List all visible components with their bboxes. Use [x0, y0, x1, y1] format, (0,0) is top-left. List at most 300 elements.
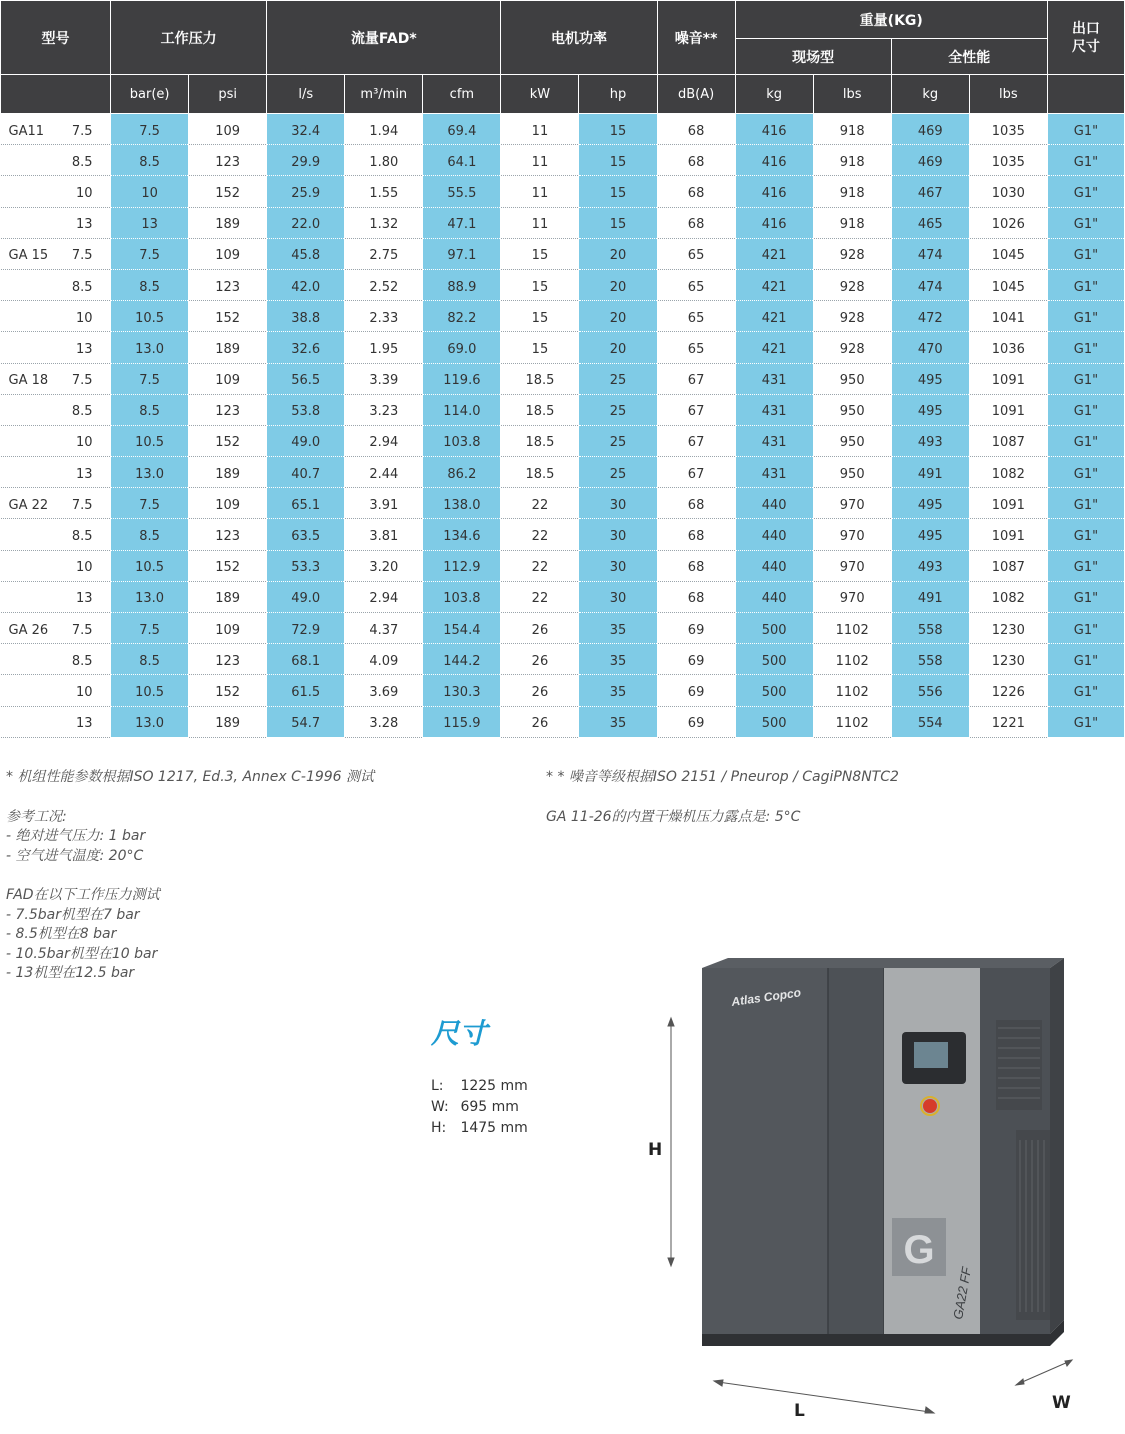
model-bar: 8.5	[71, 404, 93, 420]
table-cell: 416	[735, 207, 813, 238]
table-cell: 20	[579, 332, 657, 363]
cell-model	[1, 332, 111, 363]
cell-model	[1, 114, 111, 145]
table-cell: G1"	[1047, 238, 1124, 269]
table-cell: 8.5	[111, 644, 189, 675]
unit-ls: l/s	[267, 75, 345, 114]
table-cell: 8.5	[111, 145, 189, 176]
table-cell: G1"	[1047, 581, 1124, 612]
table-cell: 950	[813, 425, 891, 456]
table-cell: 11	[501, 114, 579, 145]
table-cell: 3.39	[345, 363, 423, 394]
table-cell: 13.0	[111, 457, 189, 488]
table-cell: 416	[735, 176, 813, 207]
table-cell: 47.1	[423, 207, 501, 238]
table-cell: 2.75	[345, 238, 423, 269]
table-cell: 11	[501, 176, 579, 207]
table-cell: 15	[579, 176, 657, 207]
table-cell: 22	[501, 488, 579, 519]
unit-dba: dB(A)	[657, 75, 735, 114]
table-cell: 421	[735, 332, 813, 363]
table-cell: 3.91	[345, 488, 423, 519]
table-cell: 13.0	[111, 581, 189, 612]
note-fad-2: - 8.5机型在8 bar	[6, 926, 117, 942]
cell-model	[1, 644, 111, 675]
table-cell: 15	[501, 269, 579, 300]
table-cell: 8.5	[111, 394, 189, 425]
table-cell: 32.4	[267, 114, 345, 145]
table-cell: 69.4	[423, 114, 501, 145]
table-cell: 18.5	[501, 457, 579, 488]
table-cell: 1226	[969, 675, 1047, 706]
table-cell: 45.8	[267, 238, 345, 269]
table-cell: 152	[189, 550, 267, 581]
table-row	[1, 238, 1125, 269]
model-bar: 7.5	[71, 123, 93, 139]
table-cell: 119.6	[423, 363, 501, 394]
table-cell: 500	[735, 706, 813, 737]
model-bar: 13	[75, 591, 93, 607]
table-cell: 53.3	[267, 550, 345, 581]
table-cell: 82.2	[423, 301, 501, 332]
table-cell: 15	[579, 145, 657, 176]
cell-model	[1, 550, 111, 581]
table-cell: 1035	[969, 114, 1047, 145]
unit-kg-site: kg	[735, 75, 813, 114]
model-bar: 8.5	[71, 154, 93, 170]
table-cell: 22.0	[267, 207, 345, 238]
table-cell: 1102	[813, 613, 891, 644]
table-cell: 88.9	[423, 269, 501, 300]
table-cell: 30	[579, 488, 657, 519]
table-cell: 1102	[813, 706, 891, 737]
model-name: GA 26	[8, 622, 49, 638]
table-cell: 65	[657, 238, 735, 269]
table-cell: 554	[891, 706, 969, 737]
table-cell: 1230	[969, 613, 1047, 644]
model-bar: 8.5	[71, 529, 93, 545]
table-cell: 1087	[969, 425, 1047, 456]
model-bar: 13	[75, 217, 93, 233]
length-arrow	[714, 1380, 934, 1413]
table-cell: G1"	[1047, 269, 1124, 300]
g-badge-letter: G	[903, 1228, 935, 1272]
table-cell: 3.20	[345, 550, 423, 581]
table-cell: 35	[579, 706, 657, 737]
table-cell: 4.37	[345, 613, 423, 644]
table-cell: 109	[189, 613, 267, 644]
table-cell: 3.81	[345, 519, 423, 550]
table-row	[1, 145, 1125, 176]
table-cell: 440	[735, 488, 813, 519]
note-noise: * * 噪音等级根据ISO 2151 / Pneurop / CagiPN8NTC2	[546, 769, 899, 785]
dim-width	[431, 1097, 528, 1118]
table-cell: 431	[735, 363, 813, 394]
table-cell: 10.5	[111, 550, 189, 581]
table-cell: 1.94	[345, 114, 423, 145]
table-cell: 112.9	[423, 550, 501, 581]
header-weight: 重量(KG)	[735, 1, 1047, 39]
table-row	[1, 457, 1125, 488]
table-cell: 495	[891, 488, 969, 519]
table-cell: 440	[735, 519, 813, 550]
header-fad: 流量FAD*	[267, 1, 501, 75]
table-row	[1, 425, 1125, 456]
table-cell: 55.5	[423, 176, 501, 207]
table-cell: 1041	[969, 301, 1047, 332]
cell-model	[1, 706, 111, 737]
header-weight-full: 全性能	[891, 39, 1047, 75]
table-cell: 49.0	[267, 425, 345, 456]
cell-model	[1, 176, 111, 207]
header-pressure: 工作压力	[111, 1, 267, 75]
model-name: GA 18	[8, 373, 49, 389]
table-cell: 68	[657, 581, 735, 612]
note-dryer: GA 11-26的内置干燥机压力露点是: 5°C	[546, 808, 801, 825]
dim-width-value: 695 mm	[460, 1099, 519, 1115]
unit-lbs-site: lbs	[813, 75, 891, 114]
table-cell: 3.23	[345, 394, 423, 425]
table-cell: 123	[189, 644, 267, 675]
table-cell: G1"	[1047, 550, 1124, 581]
table-row	[1, 550, 1125, 581]
width-arrow	[1016, 1360, 1072, 1385]
note-ref-title: 参考工况:	[6, 808, 67, 825]
table-cell: 68	[657, 176, 735, 207]
table-cell: 970	[813, 488, 891, 519]
table-row	[1, 301, 1125, 332]
note-fad-3: - 10.5bar机型在10 bar	[6, 945, 158, 962]
table-cell: 68	[657, 519, 735, 550]
table-cell: 123	[189, 394, 267, 425]
unit-hp: hp	[579, 75, 657, 114]
table-cell: 918	[813, 145, 891, 176]
table-cell: 1030	[969, 176, 1047, 207]
table-cell: 103.8	[423, 581, 501, 612]
table-cell: 40.7	[267, 457, 345, 488]
table-row	[1, 114, 1125, 145]
table-cell: 20	[579, 238, 657, 269]
table-cell: 68.1	[267, 644, 345, 675]
table-cell: 18.5	[501, 363, 579, 394]
emergency-stop-icon	[923, 1099, 937, 1113]
table-cell: 26	[501, 675, 579, 706]
table-cell: G1"	[1047, 706, 1124, 737]
table-cell: 11	[501, 145, 579, 176]
table-cell: 470	[891, 332, 969, 363]
table-cell: 42.0	[267, 269, 345, 300]
axis-w-label: W	[1052, 1393, 1071, 1413]
table-cell: 25	[579, 363, 657, 394]
table-cell: 68	[657, 550, 735, 581]
table-cell: 15	[501, 238, 579, 269]
model-bar: 7.5	[71, 497, 93, 513]
table-cell: 26	[501, 644, 579, 675]
dim-length-value: 1225 mm	[460, 1078, 528, 1094]
model-name: GA 15	[8, 248, 49, 264]
table-cell: G1"	[1047, 519, 1124, 550]
table-cell: 1091	[969, 394, 1047, 425]
table-cell: G1"	[1047, 363, 1124, 394]
table-cell: 26	[501, 613, 579, 644]
table-cell: 10.5	[111, 675, 189, 706]
note-iso: * 机组性能参数根据ISO 1217, Ed.3, Annex C-1996 测试	[6, 769, 375, 785]
table-cell: 138.0	[423, 488, 501, 519]
cell-model	[1, 145, 111, 176]
table-cell: 15	[501, 301, 579, 332]
table-cell: G1"	[1047, 675, 1124, 706]
table-cell: 467	[891, 176, 969, 207]
table-cell: 154.4	[423, 613, 501, 644]
table-cell: 152	[189, 176, 267, 207]
table-cell: 970	[813, 550, 891, 581]
table-cell: 465	[891, 207, 969, 238]
table-cell: 1091	[969, 488, 1047, 519]
table-cell: 189	[189, 581, 267, 612]
table-cell: 15	[579, 114, 657, 145]
table-cell: 7.5	[111, 613, 189, 644]
table-cell: 1091	[969, 363, 1047, 394]
note-fad-4: - 13机型在12.5 bar	[6, 965, 135, 981]
table-cell: 30	[579, 519, 657, 550]
model-bar: 8.5	[71, 653, 93, 669]
table-cell: 69	[657, 613, 735, 644]
table-cell: 493	[891, 550, 969, 581]
table-cell: 500	[735, 613, 813, 644]
table-cell: 469	[891, 145, 969, 176]
table-cell: 69	[657, 706, 735, 737]
header-noise: 噪音**	[657, 1, 735, 75]
model-bar: 10	[75, 684, 93, 700]
compressor-left-door	[702, 968, 828, 1334]
dim-length	[431, 1076, 528, 1097]
unit-psi: psi	[189, 75, 267, 114]
cell-model	[1, 457, 111, 488]
table-cell: 416	[735, 114, 813, 145]
table-cell: 13.0	[111, 332, 189, 363]
dim-length-label: L:	[431, 1078, 444, 1094]
table-cell: 189	[189, 457, 267, 488]
table-cell: 2.44	[345, 457, 423, 488]
cell-model	[1, 394, 111, 425]
table-cell: 29.9	[267, 145, 345, 176]
table-cell: 421	[735, 301, 813, 332]
table-row	[1, 488, 1125, 519]
table-cell: 35	[579, 675, 657, 706]
table-cell: 72.9	[267, 613, 345, 644]
table-cell: 1091	[969, 519, 1047, 550]
table-cell: G1"	[1047, 332, 1124, 363]
table-cell: 189	[189, 706, 267, 737]
table-cell: 1230	[969, 644, 1047, 675]
table-cell: 918	[813, 207, 891, 238]
unit-lbs-full: lbs	[969, 75, 1047, 114]
table-cell: 1221	[969, 706, 1047, 737]
table-row	[1, 706, 1125, 737]
table-cell: 1045	[969, 238, 1047, 269]
table-cell: 20	[579, 269, 657, 300]
table-cell: 416	[735, 145, 813, 176]
table-cell: 30	[579, 550, 657, 581]
table-cell: 109	[189, 114, 267, 145]
table-cell: 491	[891, 581, 969, 612]
table-cell: 67	[657, 425, 735, 456]
table-row	[1, 675, 1125, 706]
model-bar: 7.5	[71, 373, 93, 389]
model-bar: 10	[75, 435, 93, 451]
table-cell: 115.9	[423, 706, 501, 737]
table-row	[1, 613, 1125, 644]
table-cell: 1102	[813, 675, 891, 706]
note-ref-1: - 绝对进气压力: 1 bar	[6, 828, 146, 844]
table-cell: 56.5	[267, 363, 345, 394]
table-cell: G1"	[1047, 488, 1124, 519]
model-bar: 13	[75, 341, 93, 357]
notes-left	[6, 768, 374, 984]
table-cell: 558	[891, 644, 969, 675]
table-cell: 69	[657, 644, 735, 675]
table-cell: 2.94	[345, 581, 423, 612]
table-cell: 25	[579, 425, 657, 456]
table-cell: 950	[813, 394, 891, 425]
table-cell: 68	[657, 488, 735, 519]
note-ref-2: - 空气进气温度: 20°C	[6, 847, 144, 864]
table-cell: 65.1	[267, 488, 345, 519]
table-cell: 918	[813, 176, 891, 207]
table-cell: 3.28	[345, 706, 423, 737]
table-cell: 493	[891, 425, 969, 456]
table-cell: 440	[735, 550, 813, 581]
table-cell: 68	[657, 207, 735, 238]
table-cell: 65	[657, 332, 735, 363]
header-weight-site: 现场型	[735, 39, 891, 75]
table-cell: 69	[657, 675, 735, 706]
table-cell: 1.95	[345, 332, 423, 363]
table-row	[1, 644, 1125, 675]
table-cell: 26	[501, 706, 579, 737]
note-fad-1: - 7.5bar机型在7 bar	[6, 906, 140, 923]
table-cell: 491	[891, 457, 969, 488]
dim-height	[431, 1118, 528, 1139]
table-cell: 25	[579, 457, 657, 488]
table-cell: 500	[735, 644, 813, 675]
table-cell: 65	[657, 301, 735, 332]
table-cell: 1026	[969, 207, 1047, 238]
model-bar: 10	[75, 185, 93, 201]
table-cell: 123	[189, 145, 267, 176]
table-cell: 20	[579, 301, 657, 332]
axis-h-label: H	[648, 1140, 663, 1160]
table-cell: 440	[735, 581, 813, 612]
table-cell: 15	[579, 207, 657, 238]
table-row	[1, 269, 1125, 300]
unit-m3min: m³/min	[345, 75, 423, 114]
table-cell: G1"	[1047, 394, 1124, 425]
table-cell: 7.5	[111, 238, 189, 269]
table-cell: 63.5	[267, 519, 345, 550]
header-outlet: 出口 尺寸	[1047, 1, 1124, 75]
compressor-middle-door	[828, 968, 884, 1334]
table-cell: 10.5	[111, 301, 189, 332]
table-cell: G1"	[1047, 114, 1124, 145]
table-row	[1, 176, 1125, 207]
table-cell: 1.80	[345, 145, 423, 176]
model-bar: 7.5	[71, 622, 93, 638]
table-row	[1, 581, 1125, 612]
header-unit-blank	[1, 75, 111, 114]
table-cell: 474	[891, 238, 969, 269]
brand-logo: Atlas Copco	[730, 985, 802, 1009]
table-cell: 1082	[969, 457, 1047, 488]
dim-height-label: H:	[431, 1120, 447, 1136]
note-fad-title: FAD在以下工作压力测试	[6, 887, 160, 903]
model-name: GA11	[8, 123, 45, 139]
unit-bar: bar(e)	[111, 75, 189, 114]
table-cell: 53.8	[267, 394, 345, 425]
table-cell: 134.6	[423, 519, 501, 550]
table-cell: 4.09	[345, 644, 423, 675]
unit-outlet-blank	[1047, 75, 1124, 114]
table-cell: 558	[891, 613, 969, 644]
table-cell: 1035	[969, 145, 1047, 176]
table-cell: 469	[891, 114, 969, 145]
table-cell: 1087	[969, 550, 1047, 581]
table-cell: 431	[735, 394, 813, 425]
height-arrow	[668, 1018, 674, 1266]
table-cell: 54.7	[267, 706, 345, 737]
header-motor: 电机功率	[501, 1, 657, 75]
table-cell: 123	[189, 269, 267, 300]
table-cell: 556	[891, 675, 969, 706]
cell-model	[1, 269, 111, 300]
table-cell: 86.2	[423, 457, 501, 488]
table-cell: 1.55	[345, 176, 423, 207]
table-cell: 918	[813, 114, 891, 145]
cell-model	[1, 425, 111, 456]
table-cell: 1036	[969, 332, 1047, 363]
table-cell: 2.94	[345, 425, 423, 456]
table-cell: 109	[189, 363, 267, 394]
table-cell: 928	[813, 269, 891, 300]
table-cell: 431	[735, 457, 813, 488]
dim-width-label: W:	[431, 1099, 449, 1115]
model-bar: 8.5	[71, 279, 93, 295]
table-cell: 7.5	[111, 114, 189, 145]
table-cell: 38.8	[267, 301, 345, 332]
table-cell: 103.8	[423, 425, 501, 456]
table-cell: 61.5	[267, 675, 345, 706]
table-cell: 10	[111, 176, 189, 207]
table-cell: 68	[657, 145, 735, 176]
table-cell: 114.0	[423, 394, 501, 425]
table-cell: 2.33	[345, 301, 423, 332]
table-cell: 67	[657, 363, 735, 394]
table-cell: 495	[891, 363, 969, 394]
cell-model	[1, 488, 111, 519]
table-cell: 421	[735, 269, 813, 300]
table-cell: 152	[189, 301, 267, 332]
table-cell: 189	[189, 332, 267, 363]
spec-table-body	[1, 114, 1125, 738]
table-cell: 15	[501, 332, 579, 363]
table-cell: 22	[501, 581, 579, 612]
cell-model	[1, 363, 111, 394]
table-cell: 35	[579, 644, 657, 675]
table-cell: 7.5	[111, 488, 189, 519]
table-cell: G1"	[1047, 145, 1124, 176]
axis-l-label: L	[794, 1401, 805, 1420]
table-cell: 928	[813, 332, 891, 363]
